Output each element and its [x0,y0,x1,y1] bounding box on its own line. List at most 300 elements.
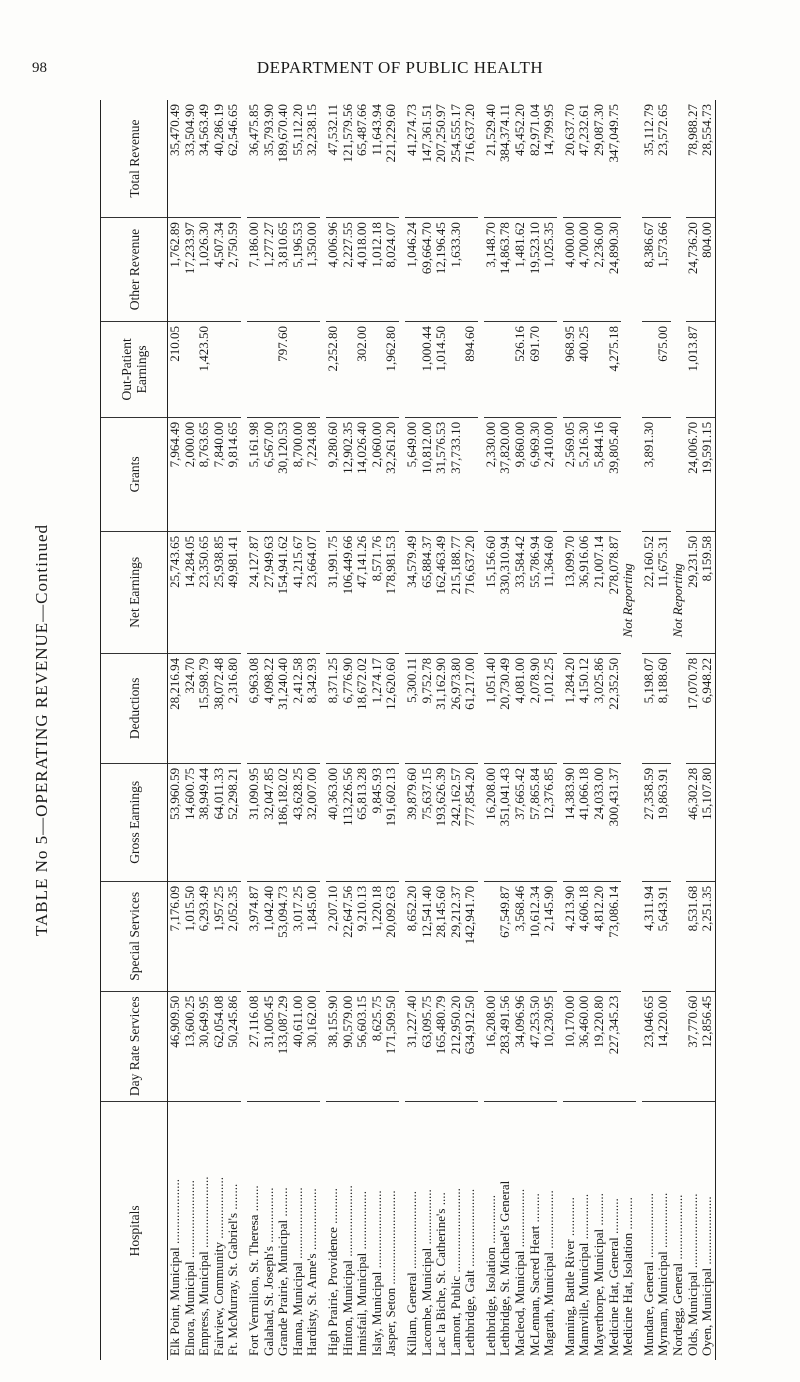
total-cell: 384,374.11 [498,100,513,218]
other-cell: 1,026.30 [197,218,212,322]
net-cell: 330,310.94 [498,531,513,653]
net-cell: 29,231.50 [686,531,701,653]
special-cell: 9,210.13 [355,881,370,991]
other-cell: 4,507.34 [212,218,227,322]
net-cell: 36,916.06 [577,531,592,653]
gross-cell: 24,033.00 [592,763,607,881]
not-reporting-cell: Not Reporting [671,100,686,1101]
special-cell: 8,531.68 [686,881,701,991]
total-cell: 189,670.40 [276,100,291,218]
total-cell: 33,504.90 [183,100,198,218]
column-header: Deductions [101,653,168,763]
total-cell: 121,579.56 [341,100,356,218]
day-cell: 634,912.50 [463,991,478,1101]
day-cell: 27,116.08 [247,991,262,1101]
special-cell: 6,293.49 [197,881,212,991]
day-cell: 30,162.00 [305,991,320,1101]
grants-cell: 2,569.05 [563,417,578,531]
gross-cell: 14,383.90 [563,763,578,881]
day-cell: 40,611.00 [291,991,306,1101]
table-row [542,100,557,1360]
outpatient-cell [341,322,356,418]
day-cell: 63,095.75 [420,991,435,1101]
gross-cell: 46,302.28 [686,763,701,881]
total-cell: 35,793.90 [262,100,277,218]
day-cell: 38,155.90 [326,991,341,1101]
table-row [498,100,513,1360]
grants-cell: 37,733.10 [449,417,464,531]
net-cell: 11,364.60 [542,531,557,653]
outpatient-cell [370,322,385,418]
special-cell: 2,145.90 [542,881,557,991]
total-cell: 78,988.27 [686,100,701,218]
special-cell: 1,220.18 [370,881,385,991]
special-cell: 12,541.40 [420,881,435,991]
outpatient-cell [542,322,557,418]
deductions-cell: 31,162.90 [434,653,449,763]
column-header: Out-Patient Earnings [101,322,168,418]
deductions-cell: 5,198.07 [642,653,657,763]
total-cell: 35,470.49 [168,100,183,218]
other-cell: 2,750.59 [226,218,241,322]
hospital-name-cell: Mannville, Municipal .............. [576,1193,592,1356]
day-cell: 13,600.25 [183,991,198,1101]
outpatient-cell [262,322,277,418]
outpatient-cell: 1,423.50 [197,322,212,418]
table-row [592,100,607,1360]
deductions-cell: 26,973.80 [449,653,464,763]
special-cell [484,881,499,991]
table-row [671,100,686,1360]
outpatient-cell: 1,962.80 [384,322,399,418]
grants-cell: 39,805.40 [607,417,622,531]
outpatient-cell: 400.25 [577,322,592,418]
grants-cell: 7,840.00 [212,417,227,531]
deductions-cell: 324.70 [183,653,198,763]
day-cell: 212,950.20 [449,991,464,1101]
outpatient-cell: 968.95 [563,322,578,418]
table-row [513,100,528,1360]
other-cell: 19,523.10 [528,218,543,322]
table-row [168,100,183,1360]
hospital-name-cell: Lethbridge, Isolation ............... [482,1194,498,1356]
outpatient-cell [405,322,420,418]
net-cell: 33,584.42 [513,531,528,653]
gross-cell: 300,431.37 [607,763,622,881]
hospital-name-cell: Islay, Municipal ........................ [368,1190,384,1356]
net-cell: 15,156.60 [484,531,499,653]
other-cell: 8,386.67 [642,218,657,322]
deductions-cell: 8,188.60 [656,653,671,763]
other-cell: 4,000.00 [563,218,578,322]
grants-cell: 7,224.08 [305,417,320,531]
other-cell: 3,810.65 [276,218,291,322]
special-cell: 22,647.56 [341,881,356,991]
outpatient-cell: 4,275.18 [607,322,622,418]
deductions-cell: 1,284.20 [563,653,578,763]
table-row [247,100,262,1360]
other-cell [463,218,478,322]
hospital-name-cell: Magrath, Municipal .................. [541,1190,557,1356]
outpatient-cell [305,322,320,418]
grants-cell: 37,820.00 [498,417,513,531]
net-cell: 716,637.20 [463,531,478,653]
outpatient-cell: 210.05 [168,322,183,418]
outpatient-cell: 1,014.50 [434,322,449,418]
net-cell: 31,991.75 [326,531,341,653]
net-cell: 154,941.62 [276,531,291,653]
header-row [101,100,168,1360]
gross-cell: 351,041.43 [498,763,513,881]
special-cell: 1,957.25 [212,881,227,991]
total-cell: 29,087.30 [592,100,607,218]
grants-cell: 3,891.30 [642,417,657,531]
special-cell: 3,017.25 [291,881,306,991]
other-cell: 8,024.07 [384,218,399,322]
day-cell: 46,909.50 [168,991,183,1101]
special-cell: 8,652.20 [405,881,420,991]
outpatient-cell: 675.00 [656,322,671,418]
deductions-cell: 18,672.02 [355,653,370,763]
table-row [563,100,578,1360]
total-cell: 11,643.94 [370,100,385,218]
total-cell: 28,554.73 [700,100,715,218]
table-row [183,100,198,1360]
grants-cell: 9,814.65 [226,417,241,531]
total-cell: 23,572.65 [656,100,671,218]
outpatient-cell [449,322,464,418]
net-cell: 65,884.37 [420,531,435,653]
grants-cell: 5,216.30 [577,417,592,531]
hospital-name-cell: Hinton, Municipal ...................... [339,1185,355,1356]
net-cell: 23,350.65 [197,531,212,653]
net-cell: 55,786.94 [528,531,543,653]
table-row [262,100,277,1360]
grants-cell [656,417,671,531]
other-cell: 24,890.30 [607,218,622,322]
outpatient-cell: 2,252.80 [326,322,341,418]
column-header: Gross Earnings [101,763,168,881]
deductions-cell: 15,598.79 [197,653,212,763]
operating-revenue-table [100,100,716,1360]
other-cell: 2,236.00 [592,218,607,322]
table-row [449,100,464,1360]
total-cell: 62,546.65 [226,100,241,218]
deductions-cell: 5,300.11 [405,653,420,763]
outpatient-cell [700,322,715,418]
special-cell: 142,941.70 [463,881,478,991]
day-cell: 227,345.23 [607,991,622,1101]
gross-cell: 27,358.59 [642,763,657,881]
table-row [528,100,543,1360]
special-cell: 2,207.10 [326,881,341,991]
day-cell: 12,856.45 [700,991,715,1101]
other-cell: 1,633.30 [449,218,464,322]
other-cell: 69,664.70 [420,218,435,322]
hospital-name-cell: Fort Vermilion, St. Theresa ........ [245,1185,261,1356]
net-cell: 178,981.53 [384,531,399,653]
day-cell: 50,245.86 [226,991,241,1101]
day-cell: 34,096.96 [513,991,528,1101]
special-cell: 3,974.87 [247,881,262,991]
gross-cell: 32,047.85 [262,763,277,881]
other-cell: 804.00 [700,218,715,322]
grants-cell: 5,161.98 [247,417,262,531]
outpatient-cell: 1,013.87 [686,322,701,418]
special-cell: 1,845.00 [305,881,320,991]
grants-cell: 30,120.53 [276,417,291,531]
gross-cell: 9,845.93 [370,763,385,881]
day-cell: 37,770.60 [686,991,701,1101]
table-row [621,100,636,1360]
column-header: Grants [101,417,168,531]
day-cell: 171,509.50 [384,991,399,1101]
hospital-name-cell: Macleod, Municipal .................. [512,1188,528,1356]
net-cell: 11,675.31 [656,531,671,653]
special-cell: 4,213.90 [563,881,578,991]
deductions-cell: 20,730.49 [498,653,513,763]
outpatient-cell [247,322,262,418]
day-cell: 8,625.75 [370,991,385,1101]
column-header: Other Revenue [101,218,168,322]
gross-cell: 52,298.21 [226,763,241,881]
day-cell: 133,087.29 [276,991,291,1101]
other-cell: 17,233.97 [183,218,198,322]
net-cell: 162,463.49 [434,531,449,653]
special-cell: 4,606.18 [577,881,592,991]
other-cell: 2,227.55 [341,218,356,322]
day-cell: 165,480.79 [434,991,449,1101]
other-cell: 1,481.62 [513,218,528,322]
special-cell: 2,251.35 [700,881,715,991]
page-number: 98 [32,60,47,76]
special-cell: 28,145.60 [434,881,449,991]
table-body [168,100,716,1360]
special-cell: 10,612.34 [528,881,543,991]
grants-cell: 7,964.49 [168,417,183,531]
table-title: TABLE No 5—OPERATING REVENUE—Continued [32,523,51,937]
gross-cell: 14,600.75 [183,763,198,881]
net-cell: 34,579.49 [405,531,420,653]
gross-cell: 43,628.25 [291,763,306,881]
deductions-cell: 6,963.08 [247,653,262,763]
hospital-name-cell: Medicine Hat, General ........... [605,1198,621,1356]
outpatient-cell: 894.60 [463,322,478,418]
gross-cell: 12,376.85 [542,763,557,881]
total-cell: 347,049.75 [607,100,622,218]
other-cell: 4,006.96 [326,218,341,322]
grants-cell: 5,844.16 [592,417,607,531]
hospital-name-cell: Lethbridge, St. Michael's General [497,1180,513,1356]
net-cell: 49,981.41 [226,531,241,653]
grants-cell: 31,576.53 [434,417,449,531]
deductions-cell: 8,371.25 [326,653,341,763]
special-cell: 53,094.73 [276,881,291,991]
outpatient-cell [642,322,657,418]
table-row [384,100,399,1360]
deductions-cell: 1,012.25 [542,653,557,763]
grants-cell: 5,649.00 [405,417,420,531]
net-cell: 24,127.87 [247,531,262,653]
hospital-name-cell: Empress, Municipal ...................... [196,1176,212,1356]
special-cell: 20,092.63 [384,881,399,991]
day-cell: 36,460.00 [577,991,592,1101]
not-reporting-cell: Not Reporting [621,100,636,1101]
table-row [405,100,420,1360]
table-row [577,100,592,1360]
other-cell: 12,196.45 [434,218,449,322]
hospital-name-cell: Lac la Biche, St. Catherine's .... [433,1192,449,1356]
hospital-name-cell: McLennan, Sacred Heart ......... [526,1193,542,1356]
net-cell: 47,141.26 [355,531,370,653]
table-row [197,100,212,1360]
outpatient-cell [291,322,306,418]
hospital-name-cell: Lethbridge, Galt ........................ [462,1188,478,1356]
other-cell: 1,277.27 [262,218,277,322]
deductions-cell: 3,025.86 [592,653,607,763]
deductions-cell: 2,412.58 [291,653,306,763]
deductions-cell: 1,274.17 [370,653,385,763]
outpatient-cell: 1,000.44 [420,322,435,418]
net-cell: 13,099.70 [563,531,578,653]
deductions-cell: 22,352.50 [607,653,622,763]
day-cell: 16,208.00 [484,991,499,1101]
deductions-cell: 2,316.80 [226,653,241,763]
day-cell: 31,005.45 [262,991,277,1101]
day-cell: 23,046.65 [642,991,657,1101]
deductions-cell: 38,072.48 [212,653,227,763]
total-cell: 82,971.04 [528,100,543,218]
day-cell: 10,230.95 [542,991,557,1101]
special-cell: 67,549.87 [498,881,513,991]
column-header: Total Revenue [101,100,168,218]
special-cell: 4,812.20 [592,881,607,991]
hospital-name-cell: Medicine Hat, Isolation .......... [620,1197,636,1356]
deductions-cell: 6,776.90 [341,653,356,763]
net-cell: 8,571.76 [370,531,385,653]
special-cell: 73,086.14 [607,881,622,991]
day-cell: 14,220.00 [656,991,671,1101]
total-cell: 40,286.19 [212,100,227,218]
grants-cell: 10,812.00 [420,417,435,531]
day-cell: 19,220.80 [592,991,607,1101]
table-row [463,100,478,1360]
hospital-name-cell: Hanna, Municipal ...................... [289,1187,305,1356]
outpatient-cell [212,322,227,418]
day-cell: 30,649.95 [197,991,212,1101]
outpatient-cell [183,322,198,418]
gross-cell: 16,208.00 [484,763,499,881]
special-cell: 1,042.40 [262,881,277,991]
deductions-cell: 61,217.00 [463,653,478,763]
hospital-name-cell: Killam, General ........................ [403,1191,419,1356]
deductions-cell: 6,948.22 [700,653,715,763]
day-cell: 31,227.40 [405,991,420,1101]
total-cell: 716,637.20 [463,100,478,218]
hospital-name-cell: Elk Point, Municipal .................... [167,1179,182,1356]
deductions-cell: 2,078.90 [528,653,543,763]
other-cell: 5,196.53 [291,218,306,322]
deductions-cell: 8,342.93 [305,653,320,763]
total-cell: 45,452.20 [513,100,528,218]
outpatient-cell [592,322,607,418]
grants-cell: 8,700.00 [291,417,306,531]
other-cell: 1,762.89 [168,218,183,322]
outpatient-cell [498,322,513,418]
table-row [656,100,671,1360]
net-cell: 25,938.85 [212,531,227,653]
column-header: Day Rate Services [101,991,168,1101]
total-cell: 36,475.85 [247,100,262,218]
net-cell: 27,949.63 [262,531,277,653]
net-cell: 8,159.58 [700,531,715,653]
hospital-name-cell: High Prairie, Providence ........... [324,1188,340,1356]
grants-cell: 2,330.00 [484,417,499,531]
gross-cell: 75,637.15 [420,763,435,881]
gross-cell: 19,863.91 [656,763,671,881]
total-cell: 147,361.51 [420,100,435,218]
gross-cell: 40,363.00 [326,763,341,881]
total-cell: 35,112.79 [642,100,657,218]
net-cell: 106,449.66 [341,531,356,653]
total-cell: 65,487.66 [355,100,370,218]
other-cell: 14,863.78 [498,218,513,322]
gross-cell: 65,813.28 [355,763,370,881]
net-cell: 22,160.52 [642,531,657,653]
column-header: Hospitals [101,1101,168,1360]
special-cell: 4,311.94 [642,881,657,991]
other-cell: 1,046.24 [405,218,420,322]
other-cell: 4,700.00 [577,218,592,322]
total-cell: 34,563.49 [197,100,212,218]
day-cell: 10,170.00 [563,991,578,1101]
other-cell: 1,025.35 [542,218,557,322]
total-cell: 41,274.73 [405,100,420,218]
table-row [420,100,435,1360]
deductions-cell: 31,240.40 [276,653,291,763]
table-row [212,100,227,1360]
special-cell: 3,568.46 [513,881,528,991]
hospital-name-cell: Fairview, Community ................... [210,1177,226,1356]
deductions-cell: 4,098.22 [262,653,277,763]
gross-cell: 777,854.20 [463,763,478,881]
hospital-name-cell: Galahad, St. Joseph's ................. [260,1187,276,1356]
net-cell: 215,188.77 [449,531,464,653]
gross-cell: 53,960.59 [168,763,183,881]
gross-cell: 193,626.39 [434,763,449,881]
grants-cell: 8,763.65 [197,417,212,531]
day-cell: 47,253.50 [528,991,543,1101]
deductions-cell: 12,620.60 [384,653,399,763]
other-cell: 4,018.00 [355,218,370,322]
net-cell: 14,284.05 [183,531,198,653]
total-cell: 47,532.11 [326,100,341,218]
day-cell: 283,491.56 [498,991,513,1101]
grants-cell: 9,280.60 [326,417,341,531]
gross-cell: 57,865.84 [528,763,543,881]
gross-cell: 113,226.56 [341,763,356,881]
grants-cell: 9,860.00 [513,417,528,531]
hospital-name-cell: Mundare, General .................... [640,1193,656,1356]
hospital-name-cell: Lamont, Public .......................... [447,1188,463,1356]
gross-cell: 15,107.80 [700,763,715,881]
table-row [226,100,241,1360]
special-cell: 5,643.91 [656,881,671,991]
table-row [484,100,499,1360]
gross-cell: 186,182.02 [276,763,291,881]
outpatient-cell [226,322,241,418]
gross-cell: 191,602.13 [384,763,399,881]
